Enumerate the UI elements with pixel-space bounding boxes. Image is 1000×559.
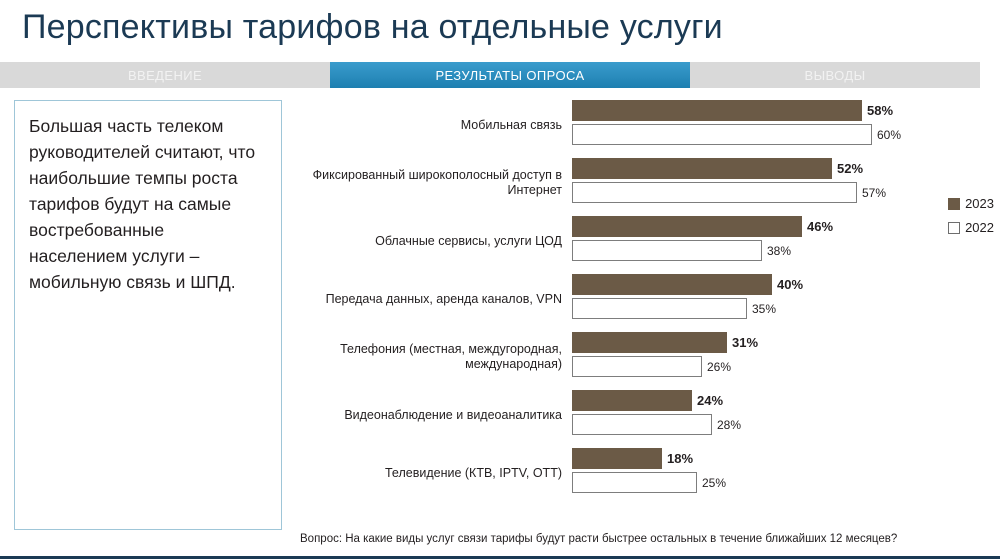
category-label: Фиксированный широкополосный доступ в Интернет [312,168,562,197]
legend-label-2022: 2022 [965,220,994,235]
bar-value-2023: 58% [867,103,894,118]
category-label: Мобильная связь [460,117,562,132]
bar-group [572,274,990,324]
bar-line-2022 [572,124,990,145]
bar-2022 [572,414,712,435]
category-label: Телевидение (КТВ, IPTV, OTT) [385,465,562,480]
legend-item-2022 [948,220,994,235]
bar-value-2022: 28% [717,417,742,432]
category-label: Видеонаблюдение и видеоаналитика [344,407,562,422]
bar-group [572,390,990,440]
bar-value-2022: 35% [752,301,777,316]
bar-line-2023 [572,216,990,237]
bar-line-2022 [572,472,990,493]
chart-legend [948,196,994,244]
chart-rows [300,98,990,504]
chart-row [300,272,990,326]
bar-line-2023 [572,390,990,411]
bar-2023 [572,390,692,411]
bar-group [572,100,990,150]
nav-tab-intro[interactable]: ВВЕДЕНИЕ [0,62,330,88]
nav-tab-conclusions[interactable]: ВЫВОДЫ [690,62,980,88]
bar-group [572,158,990,208]
bar-2022 [572,472,697,493]
bar-value-2023: 18% [667,451,694,466]
bar-value-2022: 26% [707,359,732,374]
legend-label-2023: 2023 [965,196,994,211]
bar-2022 [572,356,702,377]
legend-swatch-icon [948,198,960,210]
bar-group [572,216,990,266]
bar-value-2023: 52% [837,161,864,176]
bar-line-2023 [572,448,990,469]
bar-2023 [572,158,832,179]
legend-swatch-icon [948,222,960,234]
bar-2023 [572,216,802,237]
legend-item-2023 [948,196,994,211]
bar-group [572,332,990,382]
bar-line-2022 [572,356,990,377]
category-label: Телефония (местная, междугородная, международная) [340,342,562,371]
chart-footnote: Вопрос: На какие виды услуг связи тарифы будут расти быстрее остальных в течение ближайших 12 месяцев? [300,533,898,545]
bar-value-2022: 57% [862,185,887,200]
bar-value-2022: 38% [767,243,792,258]
page-title: Перспективы тарифов на отдельные услуги [22,8,723,46]
bar-group [572,448,990,498]
bar-2022 [572,298,747,319]
category-label: Облачные сервисы, услуги ЦОД [375,233,562,248]
bar-2022 [572,240,762,261]
chart-row [300,98,990,152]
bar-value-2023: 46% [807,219,834,234]
chart-row [300,156,990,210]
bar-value-2022: 25% [702,475,727,490]
bar-line-2022 [572,298,990,319]
bar-value-2023: 24% [697,393,724,408]
bar-line-2022 [572,240,990,261]
nav-tab-survey-results[interactable]: РЕЗУЛЬТАТЫ ОПРОСА [330,62,690,88]
category-label: Передача данных, аренда каналов, VPN [325,291,562,306]
bar-2023 [572,100,862,121]
bar-line-2023 [572,274,990,295]
bar-line-2022 [572,414,990,435]
bar-chart [300,98,990,523]
bar-line-2023 [572,100,990,121]
chart-row [300,214,990,268]
chart-row [300,330,990,384]
bar-2022 [572,124,872,145]
bar-2023 [572,448,662,469]
bar-value-2023: 31% [732,335,759,350]
bar-2023 [572,274,772,295]
bar-line-2023 [572,332,990,353]
bar-line-2023 [572,158,990,179]
chart-row [300,446,990,500]
callout-box [14,100,282,530]
callout-text: Большая часть телеком руководителей считают, что наибольшие темпы роста тарифов будут на самые востребованные населением услуги – мобильную связь и ШПД. [29,116,256,292]
bar-value-2023: 40% [777,277,804,292]
bar-value-2022: 60% [877,127,902,142]
bar-line-2022 [572,182,990,203]
bar-2022 [572,182,857,203]
bar-2023 [572,332,727,353]
section-nav [0,62,980,88]
chart-row [300,388,990,442]
